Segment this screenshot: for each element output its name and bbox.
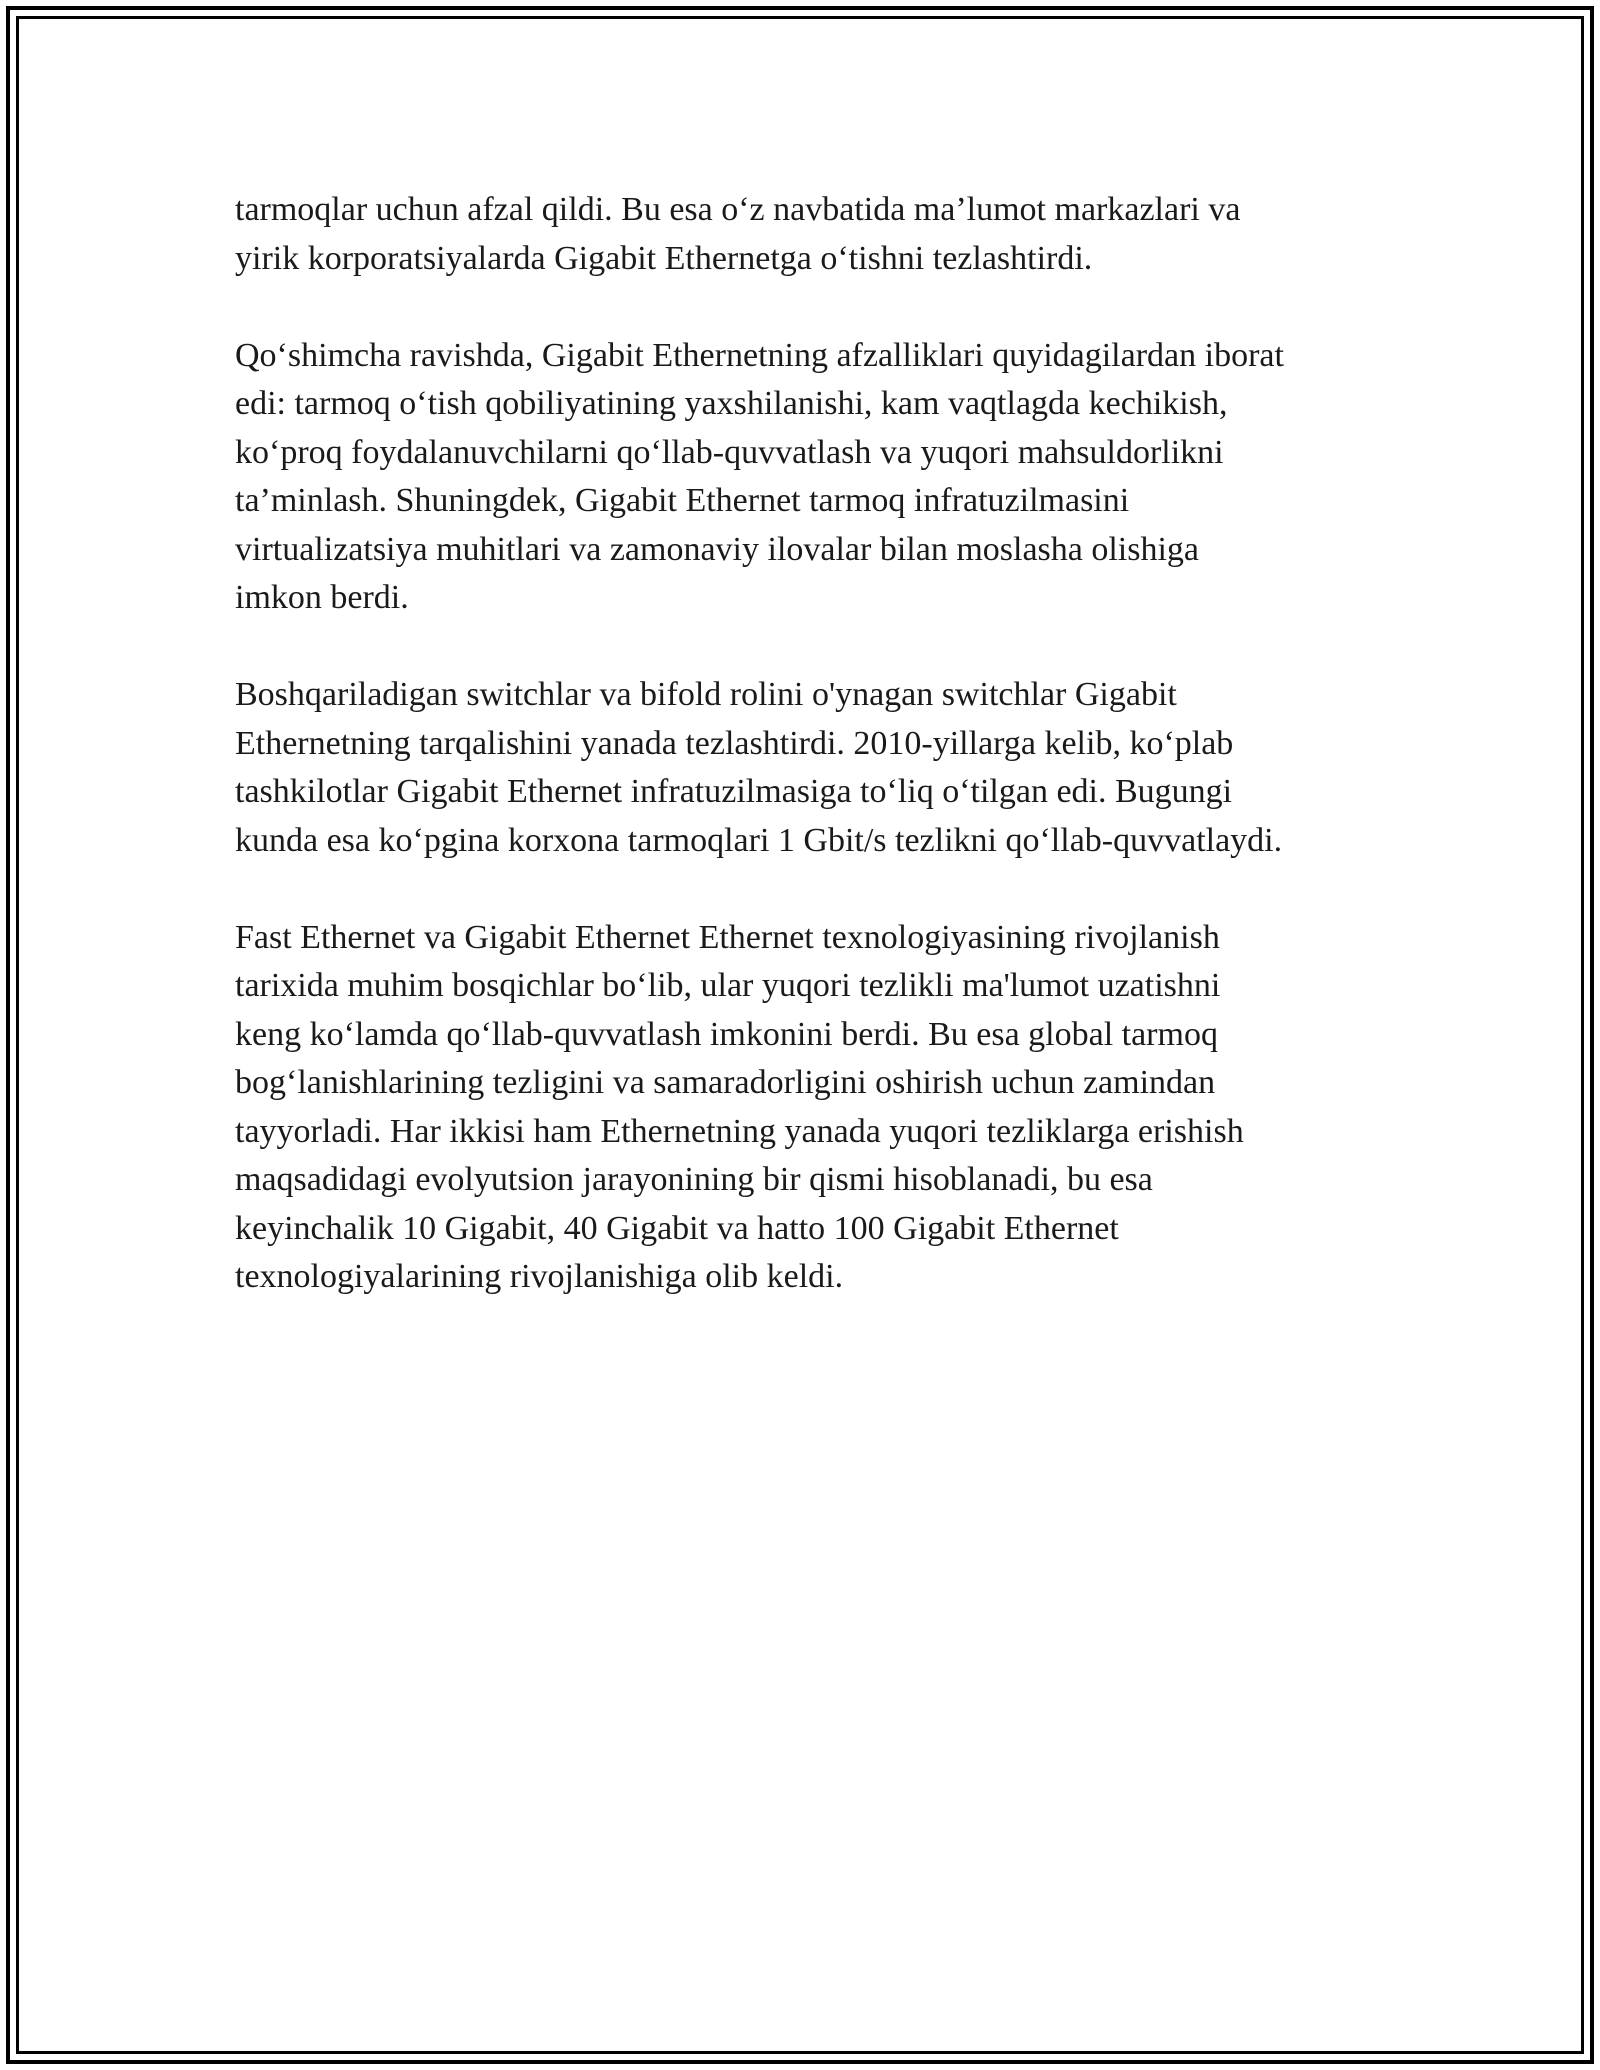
text-line: Qo‘shimcha ravishda, Gigabit Ethernetning afzalliklari quyidagilardan iborat [235, 336, 1284, 374]
text-line: bog‘lanishlarining tezligini va samaradorligini oshirish uchun zamindan [235, 1064, 1216, 1101]
text-line: ta’minlash. Shuningdek, Gigabit Ethernet tarmoq infratuzilmasini [235, 482, 1130, 519]
text-line: ko‘proq foydalanuvchilarni qo‘llab-quvvatlash va yuqori mahsuldorlikni [235, 433, 1224, 471]
text-line: Boshqariladigan switchlar va bifold rolini o'ynagan switchlar Gigabit [235, 676, 1177, 713]
text-line: tarixida muhim bosqichlar bo‘lib, ular yuqori tezlikli ma'lumot uzatishni [235, 967, 1221, 1004]
text-line: keyinchalik 10 Gigabit, 40 Gigabit va hatto 100 Gigabit Ethernet [235, 1209, 1119, 1247]
paragraph-4 [235, 914, 1375, 1302]
text-line: kunda esa ko‘pgina korxona tarmoqlari 1 Gbit/s tezlikni qo‘llab-quvvatlaydi. [235, 821, 1283, 859]
text-line: imkon berdi. [235, 579, 409, 616]
text-line: edi: tarmoq o‘tish qobiliyatining yaxshilanishi, kam vaqtlagda kechikish, [235, 385, 1228, 422]
text-line: virtualizatsiya muhitlari va zamonaviy ilovalar bilan moslasha olishiga [235, 530, 1200, 568]
text-line: tashkilotlar Gigabit Ethernet infratuzilmasiga to‘liq o‘tilgan edi. Bugungi [235, 773, 1233, 810]
text-line: maqsadidagi evolyutsion jarayonining bir qismi hisoblanadi, bu esa [235, 1161, 1153, 1198]
text-line: Ethernetning tarqalishini yanada tezlashtirdi. 2010-yillarga kelib, ko‘plab [235, 724, 1234, 762]
text-line: tayyorladi. Har ikkisi ham Ethernetning yanada yuqori tezliklarga erishish [235, 1112, 1244, 1150]
text-line: tarmoqlar uchun afzal qildi. Bu esa o‘z navbatida ma’lumot markazlari va [235, 191, 1241, 228]
document-body [235, 186, 1375, 1350]
paragraph-2 [235, 332, 1375, 623]
paragraph-1 [235, 186, 1375, 283]
text-line: keng ko‘lamda qo‘llab-quvvatlash imkonini berdi. Bu esa global tarmoq [235, 1015, 1218, 1053]
paragraph-3 [235, 671, 1375, 865]
text-line: Fast Ethernet va Gigabit Ethernet Ethernet texnologiyasining rivojlanish [235, 918, 1220, 956]
text-line: yirik korporatsiyalarda Gigabit Ethernetga o‘tishni tezlashtirdi. [235, 239, 1093, 277]
text-line: texnologiyalarining rivojlanishiga olib keldi. [235, 1258, 844, 1295]
